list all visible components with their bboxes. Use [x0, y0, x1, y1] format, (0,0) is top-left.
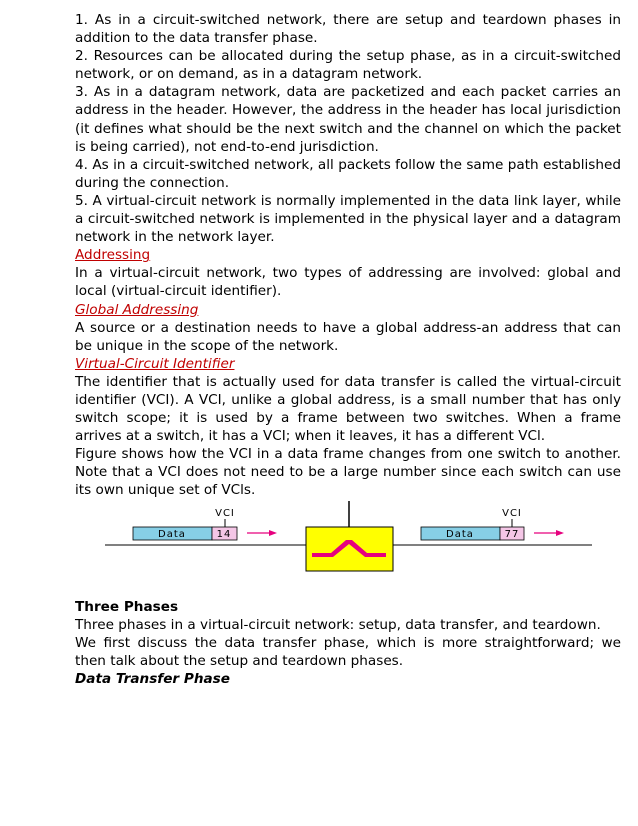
document-page [75, 11, 621, 688]
three-phases-heading: Three Phases [75, 598, 179, 615]
vci-text: The identifier that is actually used for data transfer is called the virtual-circuit identifier (VCI). A VCI, unlike a global address, is a small number that has only switch scope; it is used by a frame between two switches. When a frame arrives at a switch, it has a VCI; when it leaves, it has a different VCl. [75, 373, 621, 445]
vci-figure-text: Figure shows how the VCI in a data frame changes from one switch to another. Note that a VCI does not need to be a large number since each switch can use its own unique set of VCls. [75, 446, 621, 499]
vci-diagram [75, 500, 621, 595]
global-addressing-link[interactable]: Global Addressing [75, 301, 199, 318]
right-arrow-icon [534, 530, 564, 536]
left-vci-label: VCI [215, 507, 235, 519]
three-phases-text: Three phases in a virtual-circuit network: setup, data transfer, and teardown. [75, 616, 601, 633]
right-vci-label: VCI [502, 507, 522, 519]
right-data-label: Data [446, 528, 474, 540]
global-addressing-text: A source or a destination needs to have a global address-an address that can be unique in the scope of the network. [75, 319, 621, 354]
addressing-text: In a virtual-circuit network, two types of addressing are involved: global and local (virtual-circuit identifier). [75, 265, 621, 300]
paragraph-layers: 5. A virtual-circuit network is normally implemented in the data link layer, while a circuit-switched network is implemented in the physical layer and a datagram network in the network layer. [75, 192, 621, 246]
left-vci-value: 14 [216, 528, 232, 540]
paragraph-resources: 2. Resources can be allocated during the setup phase, as in a circuit-switched network, or on demand, as in a datagram network. [75, 48, 621, 83]
switch-box [306, 527, 393, 571]
vci-link[interactable]: Virtual-Circuit Identifier [75, 355, 235, 372]
left-arrow-icon [247, 530, 277, 536]
paragraph-packetized: 3. As in a datagram network, data are packetized and each packet carries an address in the header. However, the address in the header has local jurisdiction (it defines what should be the next switch and the channel on which the packet is being carried), not end-to-end jurisdiction. [75, 84, 621, 155]
three-phases-discussion: We first discuss the data transfer phase, which is more straightforward; we then talk about the setup and teardown phases. [75, 634, 621, 669]
left-data-label: Data [158, 528, 186, 540]
paragraph-setup-teardown: 1. As in a circuit-switched network, there are setup and teardown phases in addition to the data transfer phase. [75, 12, 621, 47]
vci-figure [75, 500, 621, 595]
addressing-link[interactable]: Addressing [75, 247, 151, 264]
data-transfer-heading: Data Transfer Phase [75, 670, 230, 687]
paragraph-same-path: 4. As in a circuit-switched network, all packets follow the same path established during the connection. [75, 156, 621, 191]
right-vci-value: 77 [504, 528, 520, 540]
